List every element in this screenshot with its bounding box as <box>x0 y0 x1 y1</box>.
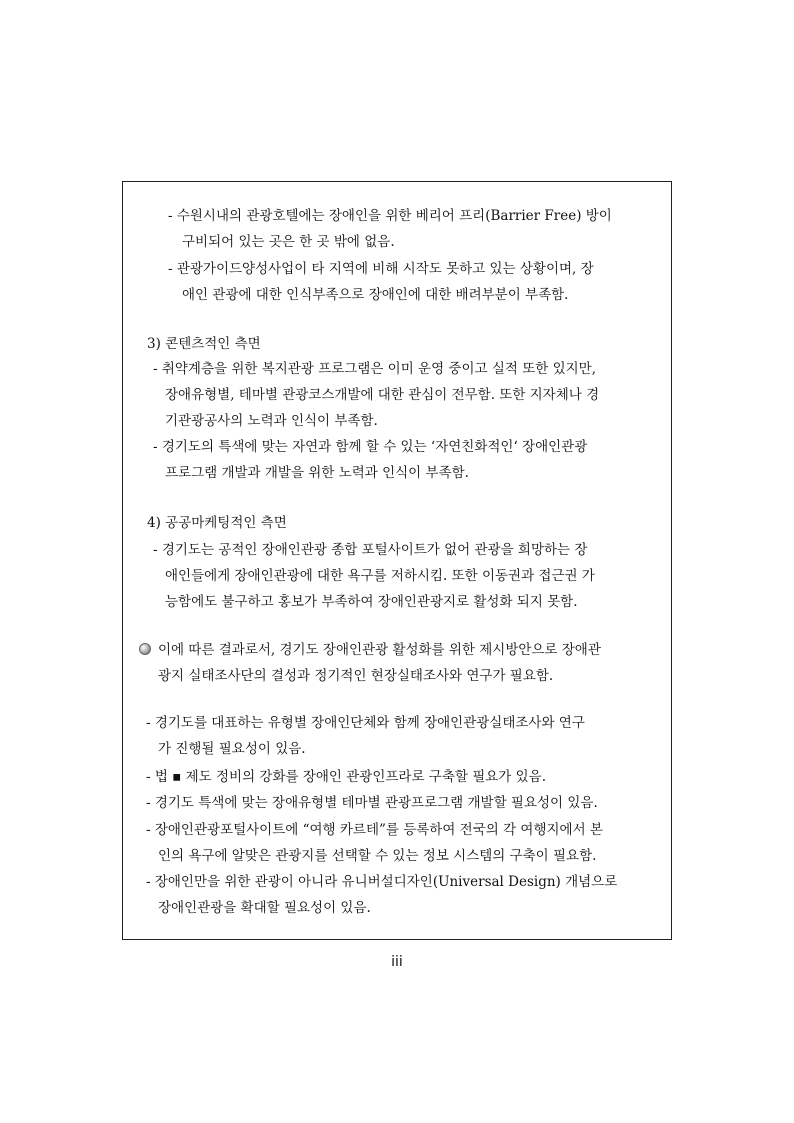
text-line: - 장애인만을 위한 관광이 아니라 유니버설디자인(Universal Design) 개념으로 <box>146 874 618 890</box>
text-line: 기관광공사의 노력과 인식이 부족함. <box>165 413 378 429</box>
text-line: 인의 욕구에 알맞은 관광지를 선택할 수 있는 정보 시스템의 구축이 필요함. <box>158 848 597 864</box>
text-line: 애인들에게 장애인관광에 대한 욕구를 저하시킴. 또한 이동권과 접근권 가 <box>165 568 595 584</box>
section-heading: 3) 콘텐츠적인 측면 <box>147 336 261 352</box>
text-line: 애인 관광에 대한 인식부족으로 장애인에 대한 배려부분이 부족함. <box>182 287 569 303</box>
text-line: 능함에도 불구하고 홍보가 부족하여 장애인관광지로 활성화 되지 못함. <box>165 594 578 610</box>
section-heading: 4) 공공마케팅적인 측면 <box>147 515 287 531</box>
conclusion-text: 이에 따른 결과로서, 경기도 장애인관광 활성화를 위한 제시방안으로 장애관 <box>158 642 601 658</box>
conclusion-text: 광지 실태조사단의 결성과 정기적인 현장실태조사와 연구가 필요함. <box>158 668 554 684</box>
text-line: - 장애인관광포털사이트에 “여행 카르테”를 등록하여 전국의 각 여행지에서 본 <box>146 822 603 838</box>
text-line: - 경기도의 특색에 맞는 자연과 함께 할 수 있는 ‘자연친화적인‘ 장애인관광 <box>153 439 588 455</box>
page-number: iii <box>391 954 403 970</box>
text-line: 장애인관광을 확대할 필요성이 있음. <box>158 900 371 916</box>
text-line: - 경기도 특색에 맞는 장애유형별 테마별 관광프로그램 개발할 필요성이 있음. <box>146 795 598 811</box>
text-line: 장애유형별, 테마별 관광코스개발에 대한 관심이 전무함. 또한 지자체나 경 <box>165 387 600 403</box>
text-line: - 취약계층을 위한 복지관광 프로그램은 이미 운영 중이고 실적 또한 있지만, <box>153 361 596 377</box>
text-line: 가 진행될 필요성이 있음. <box>158 741 306 757</box>
text-line: - 수원시내의 관광호텔에는 장애인을 위한 베리어 프리(Barrier Free) 방이 <box>168 208 612 224</box>
sphere-bullet-icon <box>139 643 151 655</box>
text-line: - 경기도를 대표하는 유형별 장애인단체와 함께 장애인관광실태조사와 연구 <box>146 715 585 731</box>
text-line: 프로그램 개발과 개발을 위한 노력과 인식이 부족함. <box>165 465 469 481</box>
text-line: - 법 ▪ 제도 정비의 강화를 장애인 관광인프라로 구축할 필요가 있음. <box>146 769 546 785</box>
text-line: - 경기도는 공적인 장애인관광 종합 포털사이트가 없어 관광을 희망하는 장 <box>153 542 588 558</box>
text-line: - 관광가이드양성사업이 타 지역에 비해 시작도 못하고 있는 상황이며, 장 <box>168 261 594 277</box>
text-line: 구비되어 있는 곳은 한 곳 밖에 없음. <box>182 234 395 250</box>
